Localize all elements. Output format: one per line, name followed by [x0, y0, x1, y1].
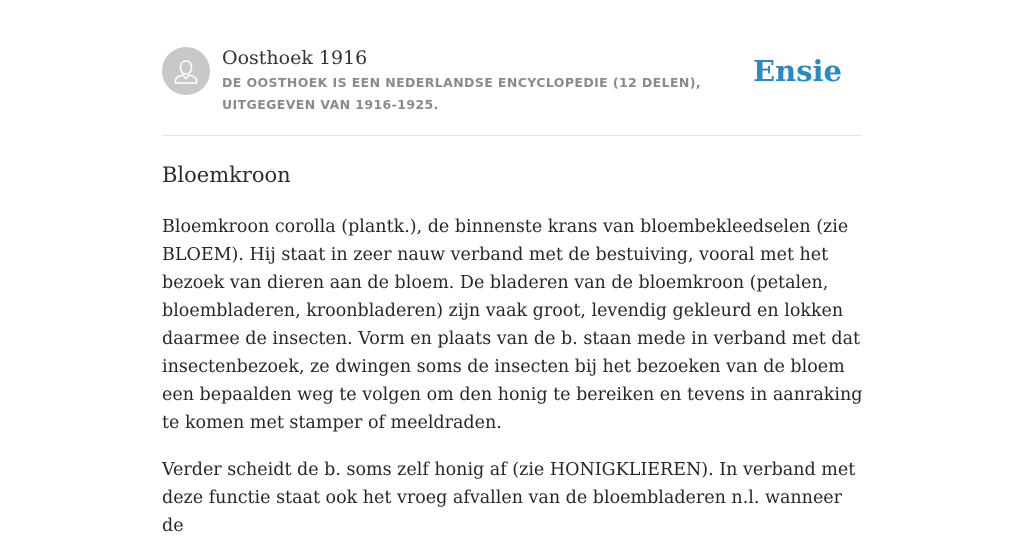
header-divider	[162, 135, 862, 136]
article-paragraph-2: Verder scheidt de b. soms zelf honig af (zie HONIGKLIEREN). In verband met deze functie staat ook het vroeg afvallen van de bloembladeren n.l. wanneer de	[162, 460, 856, 536]
article-paragraph-1: Bloemkroon corolla (plantk.), de binnenste krans van bloembekleedselen (zie BLOEM). Hij staat in zeer nauw verband met de bestuiving, vooral met het bezoek van dieren aan de bloem. De bladeren van de bloemkroon (petalen, bloembladeren, kroonbladeren) zijn vaak groot, levendig gekleurd en lokken daarmee de insecten. Vorm en plaats van de b. staan mede in verband met dat insectenbezoek, ze dwingen soms de insecten bij het bezoeken van de bloem een bepaalden weg te volgen om den honig te bereiken en tevens in aanraking te komen met stamper of meeldraden.	[162, 217, 863, 433]
source-header	[162, 46, 862, 136]
source-title[interactable]: Oosthoek 1916	[222, 47, 368, 69]
user-silhouette-icon	[171, 56, 201, 86]
source-avatar[interactable]	[162, 47, 210, 95]
article	[162, 160, 867, 540]
article-title: Bloemkroon	[162, 163, 291, 187]
source-description: DE OOSTHOEK IS EEN NEDERLANDSE ENCYCLOPEDIE (12 DELEN), UITGEGEVEN VAN 1916-1925.	[222, 75, 702, 112]
ensie-logo[interactable]: Ensie	[753, 54, 842, 88]
